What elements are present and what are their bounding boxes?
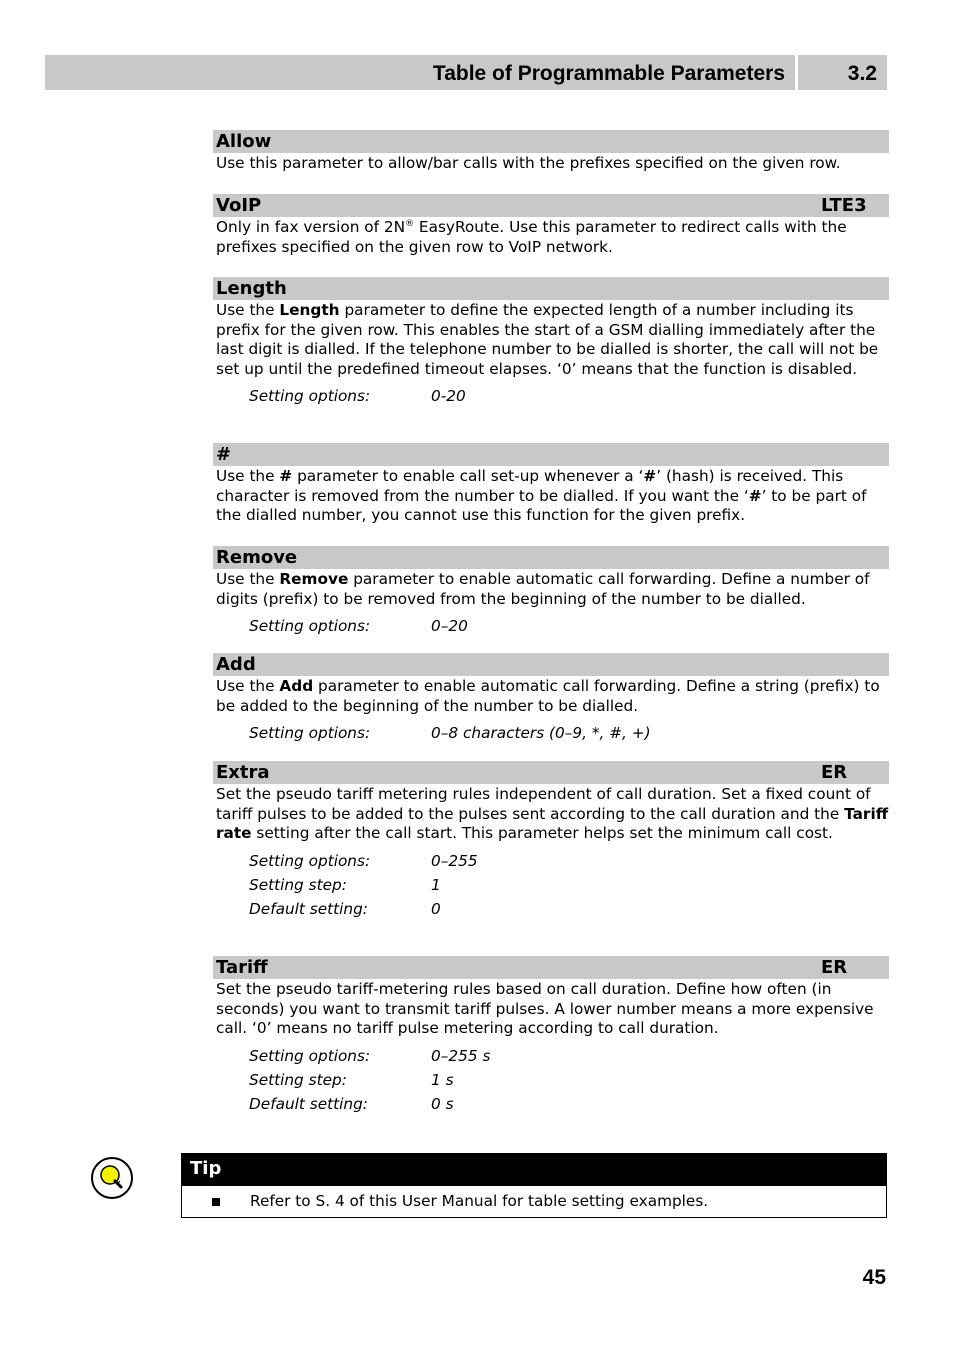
section-body (213, 677, 889, 716)
section-body (213, 570, 889, 609)
section-tag: ER (821, 957, 848, 978)
section-body (213, 785, 889, 844)
section-title: Add (216, 654, 256, 675)
section-title: Length (216, 278, 287, 299)
option-label: Setting options: (249, 851, 371, 870)
bold-term: # (279, 467, 293, 485)
section-tag: ER (821, 762, 848, 783)
section-add (213, 653, 889, 745)
tip-box (181, 1153, 887, 1218)
page-number: 45 (862, 1266, 886, 1289)
body-text: Use the (216, 467, 280, 485)
option-value: 0–255 (431, 851, 478, 870)
option-row (213, 1044, 889, 1068)
section-heading (213, 443, 889, 466)
option-label: Setting step: (249, 1070, 347, 1089)
option-value: 0–20 (431, 617, 468, 635)
option-value: 1 s (431, 1070, 454, 1089)
page-header (45, 55, 887, 90)
tip-item: Refer to S. 4 of this User Manual for table setting examples. (250, 1192, 709, 1210)
option-row (213, 897, 889, 921)
option-label: Default setting: (249, 1094, 368, 1113)
section-heading (213, 277, 889, 300)
lightbulb-icon (90, 1156, 134, 1200)
option-row (213, 614, 889, 638)
body-text: ’ (hash) is received. This character is removed from the number to be dialled. If you want the ‘ (216, 467, 844, 505)
section-length (213, 277, 889, 408)
body-text: EasyRoute. Use this parameter to redirect calls with the prefixes specified on the given row to VoIP network. (216, 218, 847, 256)
header-number-cell (798, 55, 887, 90)
tip-heading (181, 1153, 887, 1186)
option-row (213, 721, 889, 745)
bold-term: Length (279, 301, 340, 319)
body-text: Use the (216, 570, 280, 588)
section-body (213, 467, 889, 526)
option-value: 0 (431, 899, 441, 918)
setting-options (213, 1044, 889, 1116)
section-heading (213, 956, 889, 979)
option-value: 0-20 (431, 387, 466, 405)
option-label: Setting options: (249, 1046, 371, 1065)
section-heading (213, 653, 889, 676)
section-heading (213, 761, 889, 784)
header-title: Table of Programmable Parameters (432, 62, 785, 85)
body-text: Use the (216, 301, 280, 319)
option-row (213, 384, 889, 408)
tip-title: Tip (190, 1158, 222, 1179)
bold-term: Add (279, 677, 314, 695)
option-row (213, 1068, 889, 1092)
section-body (213, 980, 889, 1039)
section-title: Remove (216, 547, 298, 568)
body-text: parameter to enable automatic call forwarding. Define a number of digits (prefix) to be removed from the beginning of the number to be dialled. (216, 570, 870, 608)
section-title: # (216, 444, 232, 465)
section-title: Extra (216, 762, 270, 783)
option-value: 0–255 s (431, 1046, 491, 1065)
body-text: Set the pseudo tariff-metering rules based on call duration. Define how often (in seconds) you want to transmit tariff pulses. A lower number means a more expensive call. ‘0’ means no tariff pulse metering according to call duration. (216, 980, 874, 1037)
section-extra (213, 761, 889, 921)
bullet-square-icon (212, 1198, 220, 1206)
section-voip (213, 194, 889, 257)
option-value: 0–8 characters (0–9, *, #, +) (431, 724, 651, 742)
section-number: 3.2 (847, 62, 877, 85)
option-row (213, 849, 889, 873)
registered-mark: ® (405, 218, 415, 229)
option-value: 1 (431, 875, 441, 894)
body-text: parameter to define the expected length of a number including its prefix for the given row. This enables the start of a GSM dialling immediately after the last digit is dialled. If the telephone number to be dialled is shorter, the call will not be set up until the predefined timeout elapses. ‘0’ means that the function is disabled. (216, 301, 879, 378)
body-text: Use this parameter to allow/bar calls with the prefixes specified on the given row. (216, 154, 841, 172)
section-heading (213, 194, 889, 217)
body-text: Set the pseudo tariff metering rules independent of call duration. Set a fixed count of tariff pulses to be added to the pulses sent according to the call duration and the (216, 785, 871, 823)
body-text: parameter to enable call set-up whenever a ‘ (292, 467, 644, 485)
body-text: setting after the call start. This parameter helps set the minimum call cost. (251, 824, 833, 842)
section-tariff (213, 956, 889, 1116)
option-label: Setting options: (249, 617, 371, 635)
section-body (213, 301, 889, 379)
option-label: Setting options: (249, 724, 371, 742)
setting-options (213, 849, 889, 921)
body-text: Only in fax version of 2N (216, 218, 406, 236)
section-title: Tariff (216, 957, 268, 978)
section-title: Allow (216, 131, 272, 152)
bold-term: Remove (279, 570, 349, 588)
section-heading (213, 546, 889, 569)
bold-term: # (748, 486, 762, 505)
bold-term: # (643, 467, 657, 485)
option-label: Setting step: (249, 875, 347, 894)
section-body (213, 218, 889, 257)
setting-options (213, 614, 889, 638)
body-text: Use the (216, 677, 280, 695)
body-text: parameter to enable automatic call forwarding. Define a string (prefix) to be added to the beginning of the number to be dialled. (216, 677, 880, 715)
setting-options (213, 384, 889, 408)
header-title-cell (45, 55, 795, 90)
option-row (213, 873, 889, 897)
section-allow (213, 130, 889, 174)
section-tag: LTE3 (821, 195, 867, 216)
option-row (213, 1092, 889, 1116)
setting-options (213, 721, 889, 745)
option-label: Default setting: (249, 899, 368, 918)
option-value: 0 s (431, 1094, 454, 1113)
section-hash (213, 443, 889, 526)
section-heading (213, 130, 889, 153)
section-remove (213, 546, 889, 638)
section-body (213, 154, 889, 174)
option-label: Setting options: (249, 387, 371, 405)
body-text: ’ to be part of the dialled number, you cannot use this function for the given prefix. (216, 486, 867, 524)
section-title: VoIP (216, 195, 262, 216)
bold-term: Tariff rate (216, 804, 889, 842)
tip-body (181, 1186, 887, 1218)
